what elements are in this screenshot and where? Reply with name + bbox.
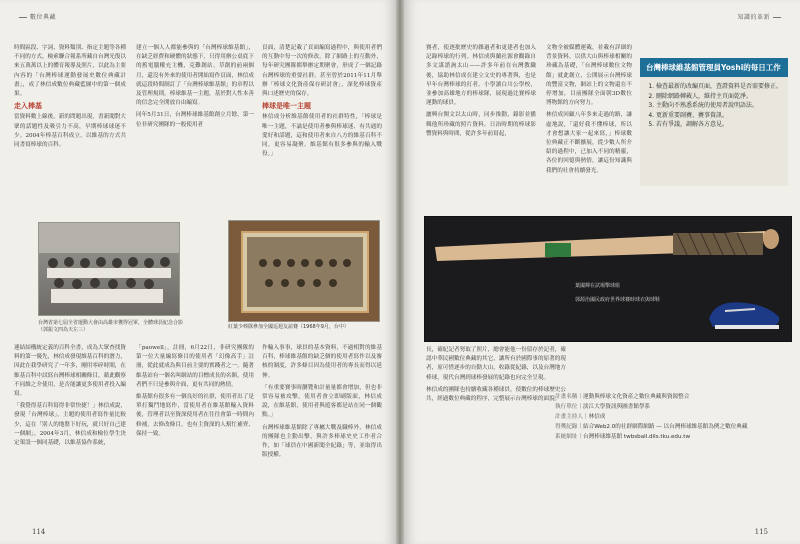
book-gutter [396, 0, 404, 544]
paragraph: 「paowell」，註冊，6月22日，非研究團隊的第一位大量編寫條目的使用者「幻像高手」註冊，從此就成為與目前主要的實踐者之一。隨著維基站有一個名叫網站的目標成長的名額，使用者們不只是參與介面，更有共同的熱情。 [136, 345, 254, 388]
sidebar-list-item: 1. 檢查最新的改編頁面，查證資料是否需要修正。 [656, 82, 782, 92]
paragraph: 台灣棒球維基館除了專屬大戰及職棒外，林信成的團隊也主動出擊，與許多棒球史史工作者合作，如「球員在中國新聞全紀錄」等，並取得出版授權。 [262, 424, 382, 459]
right-tab-label: 知識的革新 [737, 14, 770, 21]
sidebar-list [656, 82, 782, 130]
left-page [0, 0, 396, 544]
sidebar-list-item: 2. 刪除網路轉載人，維持主頁面乾淨。 [656, 92, 782, 102]
left-column-1-lower [14, 344, 126, 451]
credit-row: 得獎紀錄｜結合Web2.0的社群網際網路 — 以台灣棒球維基館為例之數位典藏 [555, 424, 748, 430]
paragraph: 作輸入事事，球員的基本資料，不過相對的維基百科，棒球維基館的缺乏個的使用者寫作以及審核的制度，許多條目因為使用者的專長而得以延伸。 [262, 345, 382, 379]
credit-row: 計畫名稱｜運動與棒球文化資產之數位典藏與資源整合 [555, 394, 690, 400]
left-column-2 [136, 44, 254, 133]
paragraph: 「我覺得基百科寫得非常快捷！」林信成說，發現「台灣棒球」，主題的使用者寫作量比較少，這在「別人的地盤下好玩，就只好自己建一個網」，2004年3月，林信成和檢位學生決定架設一個同基礎，以維基協作系統， [14, 403, 126, 447]
paragraph: 林信成回顧八年多來走過的路，謙虛地說，「還好我不懂棒球，所以才會想讓大家一起來寫，」棒球數位典藏正不斷擴展，從少數人所介紹的過程中，已加入不同的精靈，各位的回憶與熱情，讓這份知識與我們的社會持續發光。 [546, 112, 632, 174]
left-column-3-lower [262, 344, 382, 463]
credit-key: 計畫主持人 [555, 414, 583, 420]
credit-key: 系統網址 [555, 434, 578, 440]
paragraph: 賽者，使逐批歷史的雜過者和更建者也加入記錄棒球的行列。林信成與蘭社源會觀錄自多文謀諮詢太山——許多年前在台灣教職後，協助林信成在建立文史的專著與，也是早年台灣棒球的打者。小學讀白川公學校，並參加高雄地方的棒球隊，展現過比賽棒球運動的球員。 [426, 45, 536, 107]
sidebar-list-item: 3. 主動向不熟悉系統的使用者說明語法。 [656, 101, 782, 111]
paragraph: 林信成的團隊也持續收藏各種球員，使數位的棒球歷史公共，經過數位典藏的程序，完整展示台灣棒球的面貌。 [426, 386, 566, 403]
right-section-tab [737, 12, 784, 21]
paragraph: 長，確紀記者努取了照片，總會能他一份留存於記者，確認中華民國數位典藏的其它，讓所有於國際事的原著的現者，原可惜逐步的自動大山，收錄從紀錄，以及台灣地方棒球，現代台灣到球棒發展的紀錄也向完全呈現。 [426, 347, 566, 381]
sidebar-list-item: 4. 更新重要副賽、賽事資訊。 [656, 111, 782, 121]
paragraph: 頁面，清楚記載了頁面編寫過程中，與使用者們的互動中每一次的修改。除了網路上的互動外，每年研究團隊都舉辦定期聚會，形成了一個記錄台灣棒球的重要社群。甚至曾於2011年11月舉辦「棒球文化資產保存研討會」，深化棒球資產與口述歷史的保存。 [262, 45, 382, 98]
credit-key: 計畫名稱 [555, 394, 578, 400]
right-column-2 [546, 44, 632, 179]
left-section-tab [16, 12, 56, 21]
right-column-lower [426, 346, 566, 407]
team-photo-caption: 台灣省第七屆全省運動大會由高雄市獲得冠軍，全體球員紀念合影（郭振文四為天左三） [38, 320, 184, 333]
bat-shoe-photo [424, 216, 792, 342]
credit-row: 系統網址｜台灣棒球維基館 twbsball.dils.tku.edu.tw [555, 434, 691, 440]
sidebar-title: 台灣棒球維基館管理員Yoshi的每日工作 [640, 58, 788, 77]
section-heading: 棒球是唯一主題 [262, 102, 311, 111]
left-tab-label: 數位典藏 [30, 14, 57, 21]
credit-key: 執行單位 [555, 404, 578, 410]
project-credits [555, 392, 785, 442]
left-page-number: 114 [32, 528, 46, 536]
left-column-1 [14, 44, 126, 153]
sidebar-list-item: 5. 若有爭議，調解各方意見。 [656, 120, 782, 130]
paragraph: 當資料數上線後，新的問題出現，書新聞對大眾的話題性及吸引力不高，早期棒球球迷不少。2004年棒基百科成立，以維基的方式共同書寫棒球的百科。 [14, 114, 126, 149]
team-photo-image [39, 223, 179, 315]
paragraph: 「有重要賽事時瀏覽和計量量都會增加，但也非常容易被攻擊，使用者會立即刷版面，林信成說，在維基館，使用者與遊客都是站在同一個觀點。」 [262, 384, 382, 419]
right-page-number: 115 [754, 528, 768, 536]
credit-value: 淡江大學資訊與圖書館學系 [583, 404, 651, 410]
credit-key: 得獎紀錄 [555, 424, 578, 430]
credit-row: 執行單位｜淡江大學資訊與圖書館學系 [555, 404, 651, 410]
credit-value: 台灣棒球維基館 twbsball.dils.tku.edu.tw [583, 434, 691, 440]
framed-photo-image [243, 233, 367, 311]
credit-row: 計畫主持人｜林信成 [555, 414, 606, 420]
section-heading: 走入棒基 [14, 102, 42, 111]
paragraph: 林信成分析維基館使用者的社群特性，「棒球是唯一主題，不論是使用者參與棒球迷、有共通的愛好和話題，這和使用者來自八方的維基百科不同，更容易凝聚。維基館有很多參與的輸入戰役。」 [262, 114, 382, 158]
team-photo [38, 222, 180, 316]
shoe-caption: 郭源治國民政府世界球賽時球衣與球鞋 [575, 297, 661, 303]
paragraph: 連結結構統定義的百科全書，成為大眾查找資料的第一優先，林信成發現維基百科的潛力，因此在我學研究了一年多，剛用零碎時間，在維基百科中試寫台灣棒球相關條目，藉此觀察不同維之介使用，是否能讓更多使用者投入編寫。 [14, 345, 126, 398]
sidebar-box [640, 58, 788, 186]
paragraph: 灑興台閩文以太山時，同步推動，錄影並播輯他所珍藏的照片資料，日治時期的棒球影響資料與時間，從許多年前寫起， [426, 112, 536, 137]
credit-value: 結合Web2.0的社群網際網路 — 以台灣棒球維基館為例之數位典藏 [583, 424, 748, 430]
left-column-2-lower [136, 344, 254, 442]
framed-photo-mat [241, 231, 369, 313]
bat-caption: 葉國輝在試場擊球組 [575, 283, 621, 289]
paragraph: 同年5月31日，台灣棒球維基館創立月餘，第一位非研究團隊的一般使用者 [136, 112, 254, 128]
paragraph: 維基館有很多有一個良好的社群，使用者出了是單打獨鬥地寫作，當使用者在維基館輸入資料後，管理者以至資深使用者在往往會第一時間內修補，去修改條目，也有主資深的人幫忙補齊、保持一致。 [136, 394, 254, 437]
paragraph: 文物全被媒體運載，並載有詳細的背景資料，以供大山與棒球相關的珍藏為基礎，「台灣棒球數位文物館」就此創立，公開展示台灣棒球的豐富文物，網站上的文物還在不停增加，目前團隊全面朝3D數位博物館的方向努力。 [546, 45, 632, 107]
paragraph: 時間區段、字詞、資料類別、指定主題等各種不同的方式，檢索聯合報系所藏自台灣光復以來五萬萬以上的體育報導及照片，以此為主要內容的「台灣棒球運動發展史數位典藏計畫」，成了林信成數位典藏藍圖中的第一個成果。 [14, 45, 126, 98]
left-column-3 [262, 44, 382, 162]
credit-value: 林信成 [588, 414, 606, 420]
shoe-image [705, 285, 785, 335]
right-column-1 [426, 44, 536, 142]
framed-photo-caption: 紅葉少棒隊參加全國巡迴友誼賽（1968年9月，台中） [228, 324, 349, 330]
credit-value: 運動與棒球文化資產之數位典藏與資源整合 [583, 394, 690, 400]
paragraph: 建立一個人人都能參與的「台灣棒球維基館」，在缺乏經費和硬體的狀態下，只得用辦公桌底下的舊電腦權充主機，克難創站。草創的前兩個月，還沒有外來的使用者開始寫作頁面，林信成就這段時間制訂了「台灣棒球維基館」的章程以及管理規則。棒球維基一主題，基於對人性本善的信念完全開放自由編寫。 [136, 45, 254, 107]
framed-photo [228, 220, 380, 322]
